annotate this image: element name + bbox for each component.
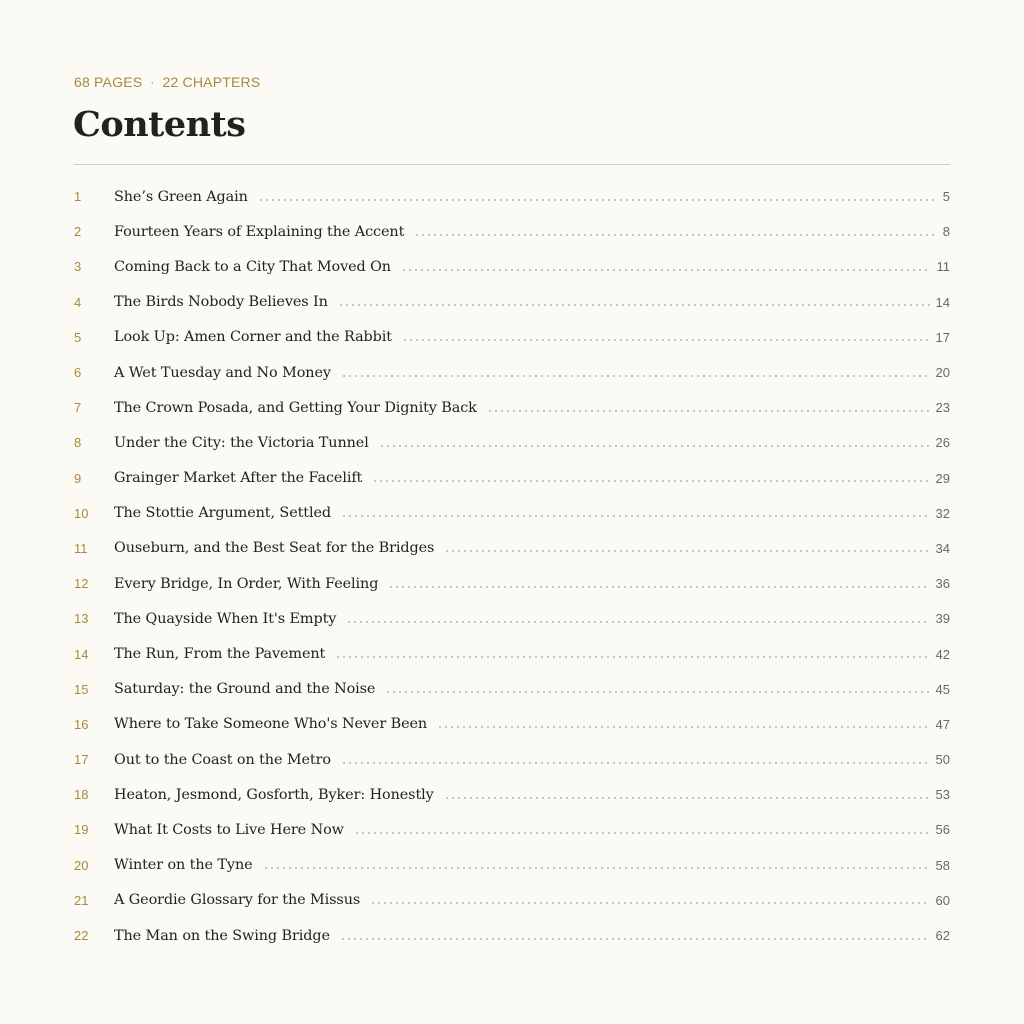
toc-entry[interactable] bbox=[74, 777, 950, 812]
chapter-title[interactable]: Look Up: Amen Corner and the Rabbit bbox=[114, 329, 392, 346]
toc-entry[interactable] bbox=[74, 179, 950, 214]
chapter-number: 14 bbox=[74, 646, 89, 662]
header-divider bbox=[74, 164, 950, 165]
dot-leader bbox=[354, 832, 930, 834]
chapter-number: 11 bbox=[74, 540, 88, 556]
dot-leader bbox=[372, 480, 929, 482]
toc-entry[interactable] bbox=[74, 531, 950, 566]
page-number: 58 bbox=[935, 857, 950, 873]
page-number: 34 bbox=[935, 540, 950, 556]
toc-entry[interactable] bbox=[74, 496, 950, 531]
page-number: 32 bbox=[935, 505, 950, 521]
chapter-number: 6 bbox=[74, 365, 82, 381]
chapter-title[interactable]: The Quayside When It's Empty bbox=[114, 610, 337, 627]
toc-entry[interactable] bbox=[74, 566, 950, 601]
chapter-number: 12 bbox=[74, 576, 89, 592]
chapter-title[interactable]: Out to the Coast on the Metro bbox=[114, 751, 331, 768]
chapter-title[interactable]: Coming Back to a City That Moved On bbox=[114, 258, 391, 275]
page-number: 45 bbox=[935, 681, 950, 697]
dot-leader bbox=[414, 234, 936, 236]
toc-entry[interactable] bbox=[74, 355, 950, 390]
chapter-count: 22 CHAPTERS bbox=[162, 74, 261, 90]
chapter-title[interactable]: Grainger Market After the Facelift bbox=[114, 470, 363, 487]
toc-entry[interactable] bbox=[74, 883, 950, 918]
chapter-title[interactable]: What It Costs to Live Here Now bbox=[114, 821, 344, 838]
toc-entry[interactable] bbox=[74, 425, 950, 460]
toc-entry[interactable] bbox=[74, 812, 950, 847]
chapter-number: 4 bbox=[74, 294, 82, 310]
page-number: 50 bbox=[935, 752, 950, 768]
chapter-title[interactable]: The Run, From the Pavement bbox=[114, 646, 326, 663]
chapter-number: 1 bbox=[74, 189, 82, 205]
dot-leader bbox=[385, 691, 929, 693]
chapter-number: 3 bbox=[74, 259, 82, 275]
page-number: 26 bbox=[935, 435, 950, 451]
chapter-number: 13 bbox=[74, 611, 89, 627]
page-number: 36 bbox=[935, 576, 950, 592]
dot-leader bbox=[370, 902, 929, 904]
page-number: 8 bbox=[942, 224, 950, 240]
dot-leader bbox=[444, 797, 930, 799]
page-number: 62 bbox=[935, 928, 950, 944]
chapter-title[interactable]: The Stottie Argument, Settled bbox=[114, 505, 332, 522]
page-number: 23 bbox=[935, 400, 950, 416]
meta-separator: · bbox=[150, 75, 155, 89]
chapter-number: 17 bbox=[74, 752, 89, 768]
dot-leader bbox=[437, 726, 929, 728]
toc-entry[interactable] bbox=[74, 601, 950, 636]
toc-entry[interactable] bbox=[74, 249, 950, 284]
toc-entry[interactable] bbox=[74, 848, 950, 883]
book-meta bbox=[74, 74, 260, 90]
toc-entry[interactable] bbox=[74, 461, 950, 496]
page-number: 20 bbox=[935, 365, 950, 381]
dot-leader bbox=[341, 762, 930, 764]
chapter-title[interactable]: A Wet Tuesday and No Money bbox=[114, 364, 331, 381]
page-number: 53 bbox=[935, 787, 950, 803]
toc-entry[interactable] bbox=[74, 707, 950, 742]
chapter-title[interactable]: Where to Take Someone Who's Never Been bbox=[114, 716, 428, 733]
chapter-title[interactable]: The Crown Posada, and Getting Your Dignity Back bbox=[114, 399, 477, 416]
chapter-title[interactable]: Fourteen Years of Explaining the Accent bbox=[114, 223, 405, 240]
page-title: Contents bbox=[73, 104, 246, 145]
dot-leader bbox=[444, 550, 929, 552]
chapter-number: 18 bbox=[74, 787, 89, 803]
chapter-number: 5 bbox=[74, 329, 82, 345]
toc-entry[interactable] bbox=[74, 390, 950, 425]
chapter-title[interactable]: Ouseburn, and the Best Seat for the Bridges bbox=[114, 540, 435, 557]
chapter-title[interactable]: Under the City: the Victoria Tunnel bbox=[114, 434, 369, 451]
chapter-number: 19 bbox=[74, 822, 89, 838]
chapter-number: 22 bbox=[74, 928, 89, 944]
toc-entry[interactable] bbox=[74, 285, 950, 320]
chapter-title[interactable]: The Birds Nobody Believes In bbox=[114, 294, 328, 311]
dot-leader bbox=[487, 410, 930, 412]
toc-entry[interactable] bbox=[74, 918, 950, 953]
chapter-title[interactable]: She’s Green Again bbox=[114, 188, 248, 205]
page-number: 17 bbox=[935, 329, 950, 345]
toc-entry[interactable] bbox=[74, 214, 950, 249]
chapter-title[interactable]: Saturday: the Ground and the Noise bbox=[114, 681, 376, 698]
chapter-title[interactable]: The Man on the Swing Bridge bbox=[114, 927, 330, 944]
toc-entry[interactable] bbox=[74, 320, 950, 355]
dot-leader bbox=[258, 199, 937, 201]
page-number: 56 bbox=[935, 822, 950, 838]
page-number: 60 bbox=[935, 892, 950, 908]
dot-leader bbox=[341, 375, 930, 377]
chapter-title[interactable]: Winter on the Tyne bbox=[114, 857, 253, 874]
page-number: 11 bbox=[936, 259, 950, 275]
dot-leader bbox=[346, 621, 929, 623]
page-number: 47 bbox=[935, 716, 950, 732]
dot-leader bbox=[379, 445, 930, 447]
page-number: 29 bbox=[935, 470, 950, 486]
chapter-number: 21 bbox=[74, 892, 89, 908]
page-number: 14 bbox=[935, 294, 950, 310]
toc-entry[interactable] bbox=[74, 672, 950, 707]
toc-entry[interactable] bbox=[74, 742, 950, 777]
page-number: 5 bbox=[942, 189, 950, 205]
chapter-number: 16 bbox=[74, 716, 89, 732]
dot-leader bbox=[338, 304, 930, 306]
dot-leader bbox=[401, 269, 931, 271]
chapter-title[interactable]: Heaton, Jesmond, Gosforth, Byker: Honestly bbox=[114, 786, 434, 803]
dot-leader bbox=[341, 515, 930, 517]
chapter-number: 2 bbox=[74, 224, 82, 240]
chapter-number: 8 bbox=[74, 435, 82, 451]
chapter-title[interactable]: A Geordie Glossary for the Missus bbox=[114, 892, 361, 909]
toc-entry[interactable] bbox=[74, 636, 950, 671]
chapter-number: 7 bbox=[74, 400, 82, 416]
chapter-number: 9 bbox=[74, 470, 82, 486]
dot-leader bbox=[335, 656, 929, 658]
chapter-title[interactable]: Every Bridge, In Order, With Feeling bbox=[114, 575, 379, 592]
dot-leader bbox=[340, 938, 930, 940]
page-number: 39 bbox=[935, 611, 950, 627]
page-number: 42 bbox=[935, 646, 950, 662]
dot-leader bbox=[388, 586, 929, 588]
dot-leader bbox=[263, 867, 930, 869]
chapter-number: 15 bbox=[74, 681, 89, 697]
page-count: 68 PAGES bbox=[74, 74, 143, 90]
chapter-number: 10 bbox=[74, 505, 89, 521]
table-of-contents bbox=[74, 179, 950, 953]
dot-leader bbox=[402, 339, 930, 341]
chapter-number: 20 bbox=[74, 857, 89, 873]
